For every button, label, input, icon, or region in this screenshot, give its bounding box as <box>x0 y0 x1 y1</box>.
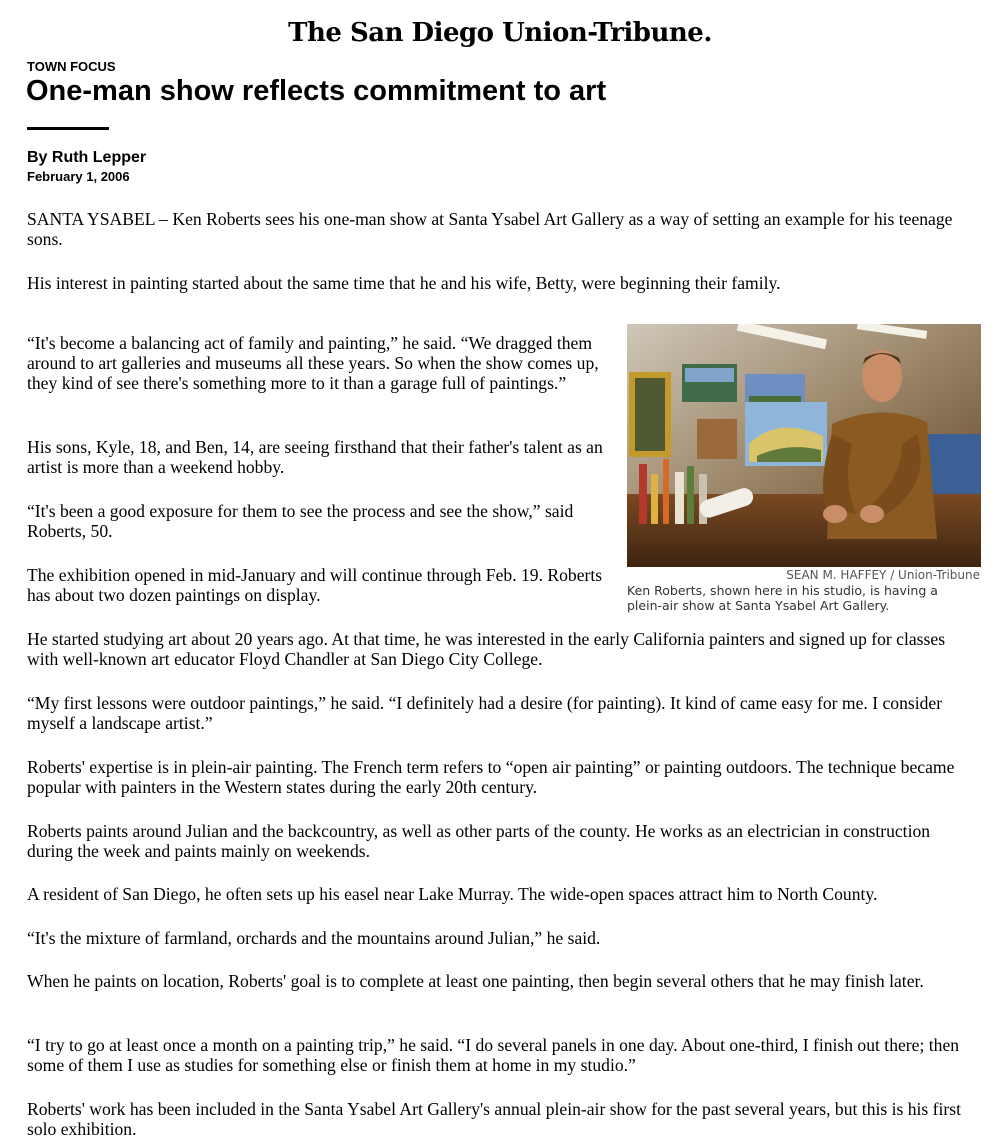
paragraph: He started studying art about 20 years ago. At that time, he was interested in the early California painters and signed up for classes with well-known art educator Floyd Chandler at San Diego City College. <box>27 629 946 669</box>
publish-date: February 1, 2006 <box>27 169 130 184</box>
paragraph: “I try to go at least once a month on a painting trip,” he said. “I do several panels in one day. About one-third, I finish out there; then some of them I use as studies for something else or finish them at home in my studio.” <box>27 1035 960 1075</box>
photo-caption: Ken Roberts, shown here in his studio, is having a plein-air show at Santa Ysabel Art Gallery. <box>627 583 938 613</box>
studio-photo-illustration <box>627 324 981 567</box>
paragraph: Roberts' work has been included in the Santa Ysabel Art Gallery's annual plein-air show for the past several years, but this is his first solo exhibition. <box>27 1099 962 1139</box>
paragraph: Roberts paints around Julian and the backcountry, as well as other parts of the county. He works as an electrician in construction during the week and paints mainly on weekends. <box>27 821 931 861</box>
photo-credit: SEAN M. HAFFEY / Union-Tribune <box>786 568 980 582</box>
paragraph: “It's the mixture of farmland, orchards and the mountains around Julian,” he said. <box>27 928 601 948</box>
paragraph: A resident of San Diego, he often sets up his easel near Lake Murray. The wide-open spaces attract him to North County. <box>27 884 878 904</box>
paragraph: When he paints on location, Roberts' goal is to complete at least one painting, then begin several others that he may finish later. <box>27 971 924 991</box>
section-label: TOWN FOCUS <box>27 59 116 74</box>
paragraph: “My first lessons were outdoor paintings,” he said. “I definitely had a desire (for painting). It kind of came easy for me. I consider myself a landscape artist.” <box>27 693 943 733</box>
paragraph: SANTA YSABEL – Ken Roberts sees his one-man show at Santa Ysabel Art Gallery as a way of setting an example for his teenage sons. <box>27 209 953 249</box>
paragraph: “It's become a balancing act of family and painting,” he said. “We dragged them around to art galleries and museums all these years. So when the show comes up, they kind of see there's something more to it than a garage full of paintings.” <box>27 333 599 393</box>
paragraph: Roberts' expertise is in plein-air painting. The French term refers to “open air painting” or painting outdoors. The technique became popular with painters in the Western states during the early 20th century. <box>27 757 955 797</box>
paragraph: His sons, Kyle, 18, and Ben, 14, are seeing firsthand that their father's talent as an artist is more than a weekend hobby. <box>27 437 603 477</box>
paragraph: The exhibition opened in mid-January and will continue through Feb. 19. Roberts has about two dozen paintings on display. <box>27 565 603 605</box>
studio-photo <box>627 324 981 567</box>
byline: By Ruth Lepper <box>27 149 147 166</box>
masthead-logo: The San Diego Union-Tribune. <box>288 18 712 48</box>
headline: One-man show reflects commitment to art <box>26 75 607 107</box>
headline-divider <box>27 127 109 130</box>
paragraph: “It's been a good exposure for them to see the process and see the show,” said Roberts, 50. <box>27 501 574 541</box>
paragraph: His interest in painting started about the same time that he and his wife, Betty, were beginning their family. <box>27 273 781 293</box>
